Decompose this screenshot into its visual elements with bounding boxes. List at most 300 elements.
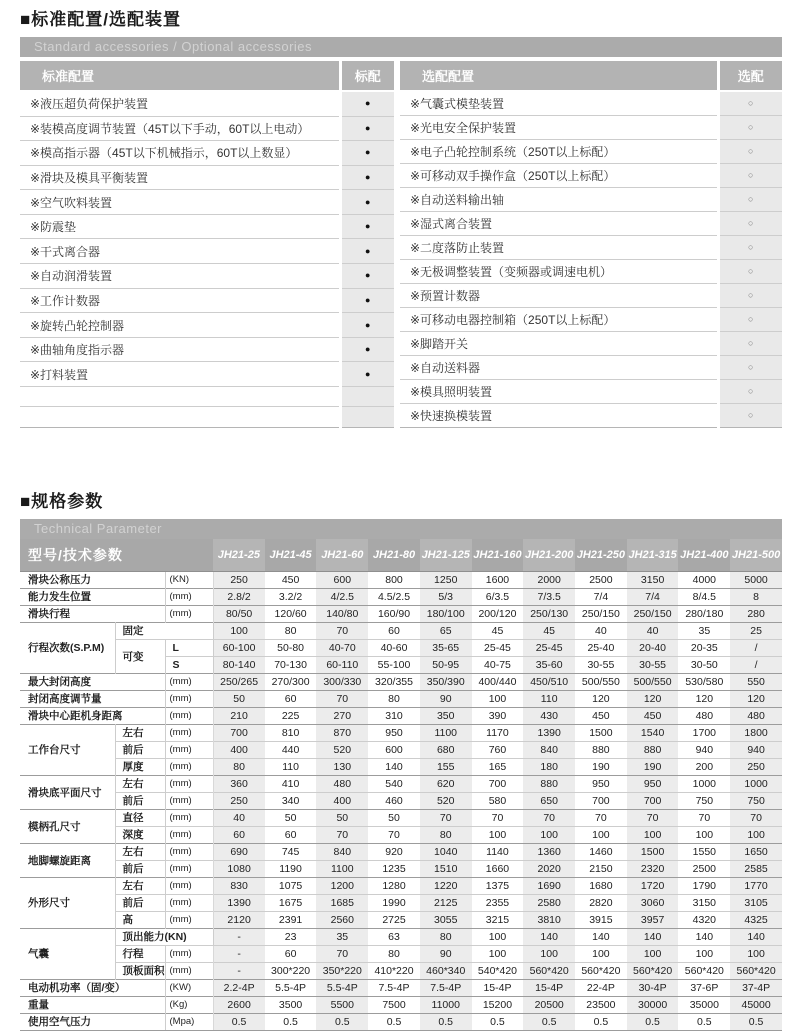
accessory-label: ※二度落防止装置 [400, 236, 718, 260]
spec-value-cell: 155 [420, 759, 472, 776]
spec-value-cell: 110 [265, 759, 317, 776]
spec-row-label: 气囊 [20, 929, 115, 980]
accessories-tables [20, 61, 782, 428]
spec-row [20, 861, 782, 878]
spec-value-cell: 1080 [213, 861, 265, 878]
spec-value-cell: 4/2.5 [316, 589, 368, 606]
optional-table-header-row [400, 61, 782, 91]
spec-value-cell: 870 [316, 725, 368, 742]
accessory-label: ※无极调整装置（变频器或调速电机） [400, 260, 718, 284]
spec-value-cell: 620 [420, 776, 472, 793]
accessory-row [20, 313, 394, 338]
spec-value-cell: 0.5 [730, 1014, 782, 1031]
spec-value-cell: 4320 [678, 912, 730, 929]
spec-value-cell: 250 [730, 759, 782, 776]
spec-value-cell: 280/180 [678, 606, 730, 623]
spec-value-cell: 140 [627, 929, 679, 946]
spec-unit: (Kg) [165, 997, 213, 1014]
accessory-row [400, 212, 782, 236]
spec-value-cell: 270/300 [265, 674, 317, 691]
spec-value-cell: 35-60 [523, 657, 575, 674]
spec-value-cell: 120/60 [265, 606, 317, 623]
spec-unit: (mm) [165, 963, 213, 980]
spec-value-cell: 400 [316, 793, 368, 810]
spec-value-cell: 2580 [523, 895, 575, 912]
accessory-label: ※电子凸轮控制系统（250T以上标配） [400, 140, 718, 164]
spec-value-cell: 190 [575, 759, 627, 776]
spec-value-cell: 15200 [472, 997, 524, 1014]
spec-value-cell: 65 [420, 623, 472, 640]
spec-value-cell: 80 [420, 827, 472, 844]
accessory-row [400, 332, 782, 356]
spec-value-cell: 2.8/2 [213, 589, 265, 606]
accessories-section [20, 10, 782, 428]
spec-value-cell: 2820 [575, 895, 627, 912]
spec-value-cell: 880 [575, 742, 627, 759]
spec-value-cell: 750 [730, 793, 782, 810]
spec-value-cell: 1235 [368, 861, 420, 878]
spec-sub-label: 厚度 [115, 759, 165, 776]
spec-value-cell: 1375 [472, 878, 524, 895]
spec-sub-label: 前后 [115, 742, 165, 759]
spec-value-cell: 5.5-4P [316, 980, 368, 997]
spec-value-cell: 100 [730, 827, 782, 844]
accessory-label: ※快速换模装置 [400, 404, 718, 428]
spec-value-cell: 280 [730, 606, 782, 623]
accessory-label: ※脚踏开关 [400, 332, 718, 356]
spec-value-cell: 830 [213, 878, 265, 895]
accessory-label: ※自动送料器 [400, 356, 718, 380]
accessory-row [400, 308, 782, 332]
spec-value-cell: 1250 [420, 572, 472, 589]
spec-value-cell: 15-4P [472, 980, 524, 997]
spec-unit: (mm) [165, 589, 213, 606]
spec-value-cell: 70-130 [265, 657, 317, 674]
spec-value-cell: 600 [368, 742, 420, 759]
spec-section-title: ■规格参数 [20, 492, 104, 511]
spec-value-cell: 480 [316, 776, 368, 793]
spec-unit: (mm) [165, 759, 213, 776]
accessory-mark: ● [340, 214, 394, 239]
spec-value-cell: 70 [575, 810, 627, 827]
spec-value-cell: 2391 [265, 912, 317, 929]
spec-value-cell: 350*220 [316, 963, 368, 980]
spec-row [20, 980, 782, 997]
spec-value-cell: 50 [213, 691, 265, 708]
spec-value-cell: 1600 [472, 572, 524, 589]
spec-model-header: JH21-125 [420, 539, 472, 572]
spec-value-cell: 100 [472, 929, 524, 946]
spec-unit: (mm) [165, 827, 213, 844]
spec-value-cell: 5/3 [420, 589, 472, 606]
spec-value-cell: 300*220 [265, 963, 317, 980]
standard-accessories-table [20, 61, 394, 428]
accessory-row [20, 239, 394, 264]
spec-value-cell: 100 [472, 691, 524, 708]
spec-value-cell: 80-140 [213, 657, 265, 674]
standard-mark-header: 标配 [340, 61, 394, 91]
accessory-label [20, 407, 340, 428]
spec-value-cell: 20-35 [678, 640, 730, 657]
spec-row [20, 912, 782, 929]
spec-value-cell: 8/4.5 [678, 589, 730, 606]
spec-value-cell: 1360 [523, 844, 575, 861]
accessory-mark: ○ [718, 260, 782, 284]
spec-value-cell: 45000 [730, 997, 782, 1014]
spec-value-cell: 60-110 [316, 657, 368, 674]
spec-value-cell: 1720 [627, 878, 679, 895]
spec-sub-label: 高 [115, 912, 165, 929]
spec-value-cell: 2.2-4P [213, 980, 265, 997]
optional-config-header: 选配配置 [400, 61, 718, 91]
spec-row [20, 793, 782, 810]
spec-row [20, 929, 782, 946]
spec-row-label: 能力发生位置 [20, 589, 165, 606]
spec-row-label: 工作台尺寸 [20, 725, 115, 776]
spec-value-cell: 390 [472, 708, 524, 725]
spec-value-cell: 2150 [575, 861, 627, 878]
spec-value-cell: 30-4P [627, 980, 679, 997]
accessory-row [400, 140, 782, 164]
spec-value-cell: 560*420 [523, 963, 575, 980]
spec-model-header: JH21-250 [575, 539, 627, 572]
spec-value-cell: 80 [420, 929, 472, 946]
spec-value-cell: 140 [678, 929, 730, 946]
spec-value-cell: 1500 [575, 725, 627, 742]
spec-unit: (mm) [165, 895, 213, 912]
spec-value-cell: 60-100 [213, 640, 265, 657]
accessory-label [20, 386, 340, 406]
spec-row-label: 地脚螺旋距离 [20, 844, 115, 878]
spec-value-cell: 250/130 [523, 606, 575, 623]
accessory-label: ※自动送料输出轴 [400, 188, 718, 212]
accessory-label: ※防震垫 [20, 214, 340, 239]
spec-sub-label: 左右 [115, 725, 165, 742]
spec-value-cell: 0.5 [523, 1014, 575, 1031]
spec-value-cell: 1200 [316, 878, 368, 895]
accessory-label: ※打料装置 [20, 362, 340, 387]
spec-value-cell: 120 [627, 691, 679, 708]
spec-value-cell: 80 [213, 759, 265, 776]
accessory-label: ※曲轴角度指示器 [20, 337, 340, 362]
spec-sub-label: 左右 [115, 844, 165, 861]
spec-value-cell: 360 [213, 776, 265, 793]
spec-value-cell: 140 [575, 929, 627, 946]
spec-value-cell: 950 [368, 725, 420, 742]
spec-value-cell: 35000 [678, 997, 730, 1014]
spec-value-cell: 270 [316, 708, 368, 725]
spec-value-cell: 50 [368, 810, 420, 827]
accessory-mark: ○ [718, 212, 782, 236]
accessory-row [20, 407, 394, 428]
spec-value-cell: 2355 [472, 895, 524, 912]
spec-row [20, 572, 782, 589]
spec-value-cell: 1190 [265, 861, 317, 878]
spec-value-cell: 250 [213, 572, 265, 589]
spec-value-cell: 410 [265, 776, 317, 793]
spec-value-cell: 45 [523, 623, 575, 640]
spec-value-cell: 3055 [420, 912, 472, 929]
spec-value-cell: 1460 [575, 844, 627, 861]
spec-value-cell: 5.5-4P [265, 980, 317, 997]
spec-value-cell: 250 [213, 793, 265, 810]
spec-value-cell: 560*420 [678, 963, 730, 980]
spec-value-cell: 5500 [316, 997, 368, 1014]
spec-subtitle-bar: Technical Parameter [20, 519, 782, 539]
accessory-mark: ○ [718, 332, 782, 356]
spec-value-cell: 2500 [678, 861, 730, 878]
spec-sub-label: 行程 [115, 946, 165, 963]
spec-model-header: JH21-80 [368, 539, 420, 572]
spec-value-cell: 100 [575, 827, 627, 844]
accessory-label: ※干式离合器 [20, 239, 340, 264]
spec-value-cell: 0.5 [265, 1014, 317, 1031]
spec-value-cell: 80 [368, 691, 420, 708]
spec-value-cell: 650 [523, 793, 575, 810]
accessory-mark: ● [340, 264, 394, 289]
spec-row-label: 电动机功率（固/变） [20, 980, 165, 997]
spec-value-cell: 30000 [627, 997, 679, 1014]
spec-value-cell: 40 [213, 810, 265, 827]
spec-row [20, 963, 782, 980]
spec-value-cell: 400/440 [472, 674, 524, 691]
spec-value-cell: 1040 [420, 844, 472, 861]
spec-value-cell: 250/150 [627, 606, 679, 623]
spec-row [20, 640, 782, 657]
accessory-mark: ● [340, 288, 394, 313]
spec-value-cell: 100 [627, 946, 679, 963]
spec-value-cell: 100 [213, 623, 265, 640]
accessory-row [400, 91, 782, 116]
spec-value-cell: 1075 [265, 878, 317, 895]
spec-value-cell: 63 [368, 929, 420, 946]
spec-value-cell: 40-75 [472, 657, 524, 674]
spec-value-cell: - [213, 946, 265, 963]
spec-row [20, 674, 782, 691]
accessory-row [20, 264, 394, 289]
spec-value-cell: 70 [420, 810, 472, 827]
spec-row [20, 759, 782, 776]
spec-unit: (mm) [165, 708, 213, 725]
spec-sub-label: L [165, 640, 213, 657]
spec-sub-label: 前后 [115, 861, 165, 878]
spec-value-cell: 350 [420, 708, 472, 725]
accessory-label: ※气囊式模垫装置 [400, 91, 718, 116]
accessories-section-title: ■标准配置/选配装置 [20, 10, 181, 29]
spec-value-cell: 0.5 [368, 1014, 420, 1031]
spec-value-cell: 4.5/2.5 [368, 589, 420, 606]
accessory-row [20, 288, 394, 313]
spec-sub-label: 前后 [115, 895, 165, 912]
spec-value-cell: 70 [730, 810, 782, 827]
spec-row-label: 滑块中心距机身距离 [20, 708, 165, 725]
spec-value-cell: 70 [627, 810, 679, 827]
spec-value-cell: 160/90 [368, 606, 420, 623]
spec-value-cell: 320/355 [368, 674, 420, 691]
spec-section [20, 492, 782, 1031]
spec-row [20, 1014, 782, 1031]
spec-value-cell: 1675 [265, 895, 317, 912]
spec-value-cell: 7/4 [575, 589, 627, 606]
spec-value-cell: 50-80 [265, 640, 317, 657]
spec-value-cell: 100 [627, 827, 679, 844]
accessory-row [400, 116, 782, 140]
accessory-row [400, 260, 782, 284]
accessory-row [400, 404, 782, 428]
spec-value-cell: 1000 [678, 776, 730, 793]
spec-value-cell: 540 [368, 776, 420, 793]
spec-value-cell: 100 [523, 827, 575, 844]
spec-value-cell: 2500 [575, 572, 627, 589]
spec-row-label: 滑块行程 [20, 606, 165, 623]
accessory-label: ※滑块及模具平衡装置 [20, 165, 340, 190]
accessory-row [400, 356, 782, 380]
spec-value-cell: 225 [265, 708, 317, 725]
accessory-row [20, 165, 394, 190]
spec-value-cell: 25-45 [523, 640, 575, 657]
spec-value-cell: 2600 [213, 997, 265, 1014]
accessory-mark: ○ [718, 308, 782, 332]
spec-value-cell: 90 [420, 691, 472, 708]
spec-value-cell: 1100 [316, 861, 368, 878]
spec-value-cell: 460*340 [420, 963, 472, 980]
spec-row-label: 滑块底平面尺寸 [20, 776, 115, 810]
accessory-label: ※可移动双手操作盒（250T以上标配） [400, 164, 718, 188]
spec-value-cell: 3957 [627, 912, 679, 929]
spec-sub-label: 前后 [115, 793, 165, 810]
spec-value-cell: 410*220 [368, 963, 420, 980]
spec-value-cell: 4000 [678, 572, 730, 589]
accessory-label: ※模具照明装置 [400, 380, 718, 404]
spec-value-cell: 80 [265, 623, 317, 640]
spec-row-label: 封闭高度调节量 [20, 691, 165, 708]
spec-row-label: 行程次数(S.P.M) [20, 623, 115, 674]
spec-value-cell: 70 [678, 810, 730, 827]
spec-sub-label: 顶出能力(KN) [115, 929, 213, 946]
spec-value-cell: 1220 [420, 878, 472, 895]
spec-value-cell: 0.5 [575, 1014, 627, 1031]
spec-value-cell: 0.5 [627, 1014, 679, 1031]
spec-value-cell: 70 [523, 810, 575, 827]
spec-row-label: 滑块公称压力 [20, 572, 165, 589]
spec-unit: (mm) [165, 742, 213, 759]
spec-model-header: JH21-500 [730, 539, 782, 572]
spec-value-cell: 40-70 [316, 640, 368, 657]
spec-row [20, 997, 782, 1014]
spec-value-cell: 0.5 [213, 1014, 265, 1031]
spec-value-cell: 2560 [316, 912, 368, 929]
spec-value-cell: 60 [265, 946, 317, 963]
accessory-row [20, 337, 394, 362]
spec-value-cell: 1550 [678, 844, 730, 861]
spec-row [20, 589, 782, 606]
spec-row-label: 外形尺寸 [20, 878, 115, 929]
spec-unit: (mm) [165, 844, 213, 861]
spec-value-cell: 70 [316, 946, 368, 963]
spec-value-cell: 680 [420, 742, 472, 759]
accessory-row [20, 214, 394, 239]
spec-value-cell: 540*420 [472, 963, 524, 980]
spec-value-cell: 2000 [523, 572, 575, 589]
spec-value-cell: 1650 [730, 844, 782, 861]
spec-value-cell: 1680 [575, 878, 627, 895]
spec-unit: (mm) [165, 810, 213, 827]
spec-row [20, 776, 782, 793]
spec-value-cell: 8 [730, 589, 782, 606]
spec-sub-label: 深度 [115, 827, 165, 844]
spec-value-cell: 840 [523, 742, 575, 759]
spec-row-label: 模柄孔尺寸 [20, 810, 115, 844]
spec-model-header: JH21-315 [627, 539, 679, 572]
spec-value-cell: 745 [265, 844, 317, 861]
accessory-mark: ● [340, 91, 394, 116]
spec-value-cell: 165 [472, 759, 524, 776]
accessory-mark [340, 407, 394, 428]
accessory-label: ※空气吹料装置 [20, 190, 340, 215]
spec-value-cell: 5000 [730, 572, 782, 589]
accessory-mark: ● [340, 116, 394, 141]
spec-value-cell: 580 [472, 793, 524, 810]
spec-value-cell: 760 [472, 742, 524, 759]
accessory-mark: ○ [718, 188, 782, 212]
spec-model-header: JH21-200 [523, 539, 575, 572]
spec-corner-label: 型号/技术参数 [20, 539, 213, 572]
spec-row [20, 827, 782, 844]
spec-unit: (mm) [165, 725, 213, 742]
spec-value-cell: 1390 [213, 895, 265, 912]
spec-value-cell: - [213, 929, 265, 946]
accessory-mark: ● [340, 239, 394, 264]
spec-value-cell: 2020 [523, 861, 575, 878]
spec-value-cell: 480 [678, 708, 730, 725]
accessories-subtitle-bar: Standard accessories / Optional accessories [20, 37, 782, 57]
spec-value-cell: 560*420 [627, 963, 679, 980]
accessory-mark: ○ [718, 380, 782, 404]
spec-value-cell: 1390 [523, 725, 575, 742]
spec-value-cell: 100 [472, 827, 524, 844]
spec-value-cell: 3150 [627, 572, 679, 589]
spec-value-cell: 2725 [368, 912, 420, 929]
spec-value-cell: 30-55 [627, 657, 679, 674]
spec-value-cell: 2585 [730, 861, 782, 878]
spec-value-cell: 100 [575, 946, 627, 963]
spec-header-row [20, 539, 782, 572]
spec-value-cell: 440 [265, 742, 317, 759]
optional-accessories-table [400, 61, 782, 428]
spec-value-cell: 500/550 [627, 674, 679, 691]
spec-value-cell: 350/390 [420, 674, 472, 691]
spec-value-cell: 340 [265, 793, 317, 810]
spec-value-cell: 70 [368, 827, 420, 844]
accessory-label: ※湿式离合装置 [400, 212, 718, 236]
accessory-mark: ○ [718, 284, 782, 308]
spec-value-cell: 1500 [627, 844, 679, 861]
spec-unit: (mm) [165, 878, 213, 895]
spec-value-cell: 25-45 [472, 640, 524, 657]
spec-row [20, 623, 782, 640]
spec-value-cell: 430 [523, 708, 575, 725]
spec-value-cell: 690 [213, 844, 265, 861]
spec-value-cell: 20-40 [627, 640, 679, 657]
spec-value-cell: 250/265 [213, 674, 265, 691]
accessory-label: ※光电安全保护装置 [400, 116, 718, 140]
spec-value-cell: 950 [627, 776, 679, 793]
spec-value-cell: 60 [368, 623, 420, 640]
spec-value-cell: 450 [265, 572, 317, 589]
spec-value-cell: 200 [678, 759, 730, 776]
spec-value-cell: 23500 [575, 997, 627, 1014]
spec-sub-label: 可变 [115, 640, 165, 674]
